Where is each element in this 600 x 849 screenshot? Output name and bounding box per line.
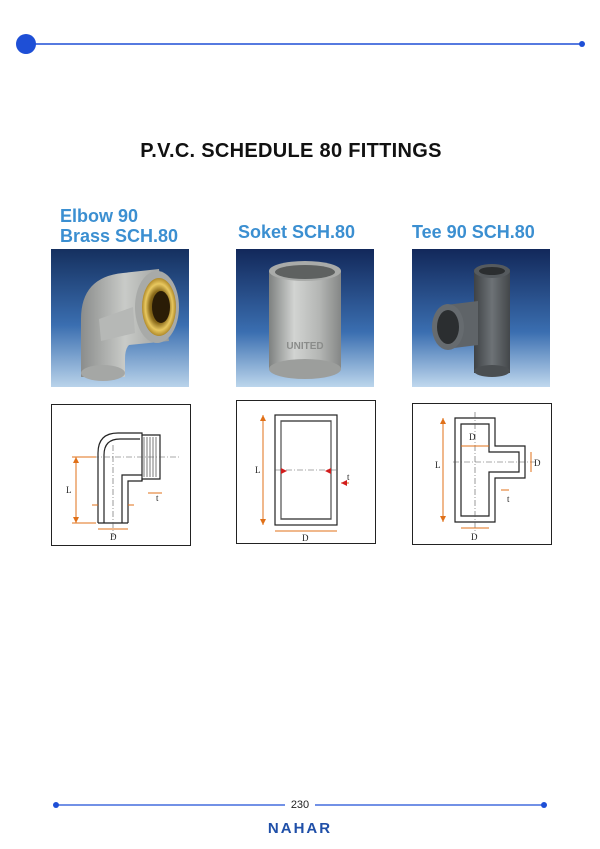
header-dot-small <box>579 41 585 47</box>
brand-name: NAHAR <box>267 820 333 837</box>
header-line <box>0 0 600 70</box>
elbow-dim-L: L <box>66 485 72 495</box>
elbow-dim-D: D <box>110 532 117 542</box>
page-number: 230 <box>290 799 310 811</box>
socket-dim-L: L <box>255 465 261 475</box>
socket-title: Soket SCH.80 <box>238 222 356 242</box>
tee-title: Tee 90 SCH.80 <box>412 222 535 242</box>
socket-drawing <box>236 400 376 544</box>
elbow-photo <box>51 249 189 387</box>
tee-photo <box>412 249 550 387</box>
socket-embossed-text: UNITED <box>286 341 324 352</box>
tee-dim-t: t <box>507 494 510 504</box>
tee-dim-L: L <box>435 460 441 470</box>
tee-dim-D-top: D <box>469 432 476 442</box>
tee-drawing <box>412 403 552 545</box>
page-title: P.V.C. SCHEDULE 80 FITTINGS <box>140 140 442 162</box>
socket-photo <box>236 249 374 387</box>
tee-dim-D-bottom: D <box>471 532 478 542</box>
elbow-dim-t: t <box>156 493 159 503</box>
socket-dim-t: t <box>347 472 350 482</box>
socket-dim-D: D <box>302 533 309 543</box>
elbow-title: Elbow 90 Brass SCH.80 <box>60 206 179 246</box>
elbow-drawing <box>51 404 191 546</box>
tee-dim-D-side: D <box>534 458 541 468</box>
header-dot-large <box>16 34 36 54</box>
